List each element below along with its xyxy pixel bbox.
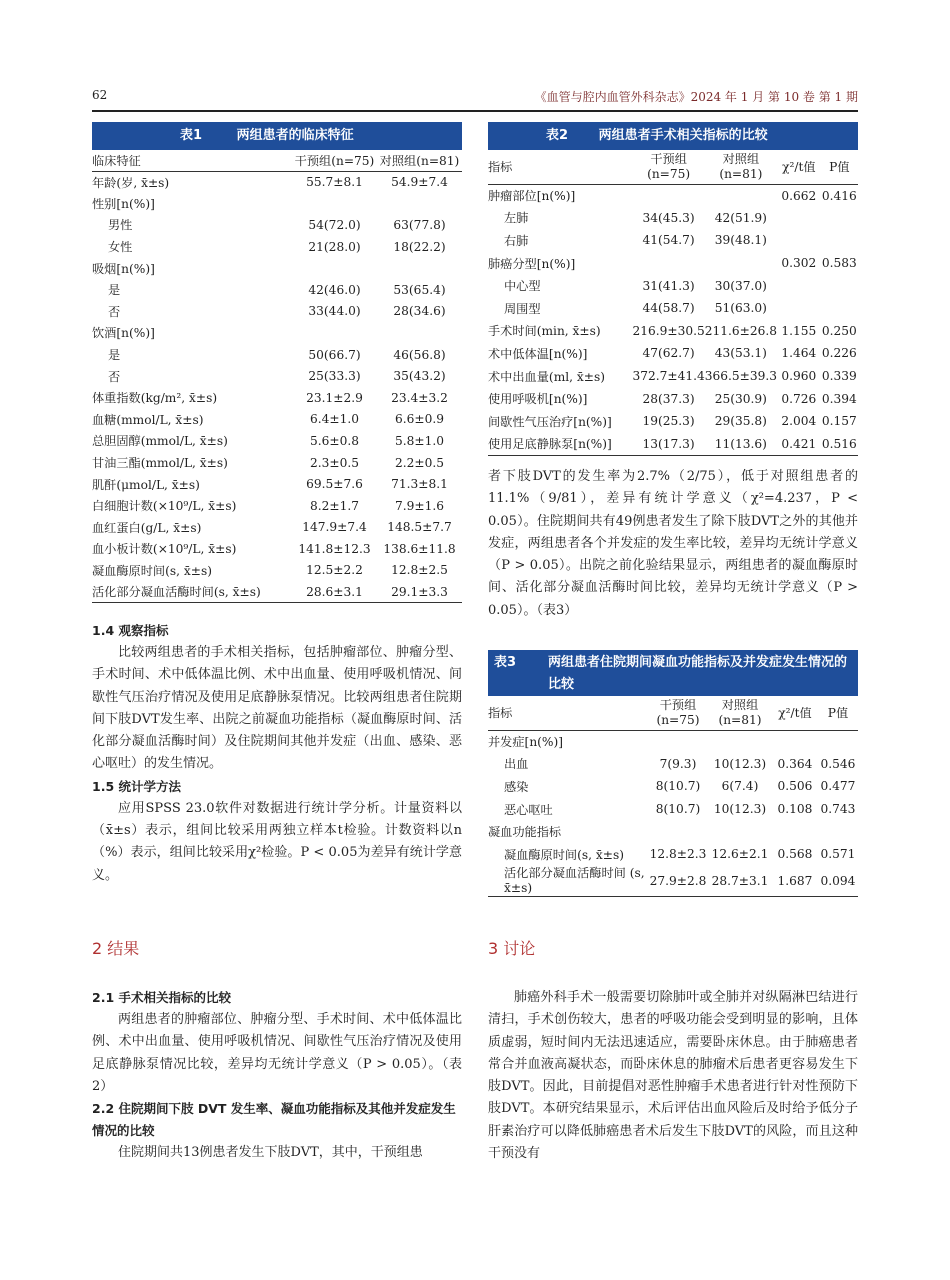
cell-value: [292, 257, 377, 279]
cell-value: 0.364: [777, 756, 813, 771]
cell-value: [708, 820, 772, 843]
cell-value: 5.8±1.0: [395, 433, 444, 448]
cell-value: 25(30.9): [714, 391, 767, 406]
section-2-2-body: [92, 1142, 462, 1164]
cell-value: [377, 322, 462, 344]
row-label: 凝血酶原时间(s, x̄±s): [504, 847, 624, 862]
table3-caption-title: 两组患者住院期间凝血功能指标及并发症发生情况的比较: [548, 655, 848, 692]
cell-value: 2.004: [781, 414, 817, 429]
table3-row: [488, 775, 858, 798]
cell-value: [777, 297, 821, 320]
row-label: 中心型: [504, 279, 541, 294]
table3-row: [488, 866, 858, 897]
table1-container: [92, 122, 462, 603]
table1-row: [92, 387, 462, 409]
cell-value: 44(58.7): [642, 301, 695, 316]
row-label: 饮酒[n(%)]: [92, 326, 155, 341]
table1-row: [92, 517, 462, 539]
row-label: 使用呼吸机[n(%)]: [488, 392, 588, 407]
row-label: 吸烟[n(%)]: [92, 261, 155, 276]
section-1-4-title: 1.4 观察指标: [92, 623, 169, 638]
cell-value: 6.6±0.9: [395, 412, 444, 427]
cell-value: 211.6±26.8: [704, 323, 777, 338]
row-label: 肺癌分型[n(%)]: [488, 256, 576, 271]
table1-row: [92, 430, 462, 452]
row-label: 使用足底静脉泵[n(%)]: [488, 437, 612, 452]
cell-value: [777, 207, 821, 230]
cell-value: 28.6±3.1: [306, 584, 363, 599]
cell-value: 41(54.7): [642, 233, 695, 248]
cell-value: 366.5±39.3: [704, 369, 777, 384]
cell-value: 0.477: [820, 779, 856, 794]
table1-row: [92, 193, 462, 215]
row-label: 体重指数(kg/m², x̄±s): [92, 391, 218, 406]
cell-value: 0.726: [781, 391, 817, 406]
cell-value: 10(12.3): [713, 756, 767, 771]
table1-row: [92, 495, 462, 517]
cell-value: 6(7.4): [721, 779, 759, 794]
table2-row: [488, 207, 858, 230]
table2-row: [488, 320, 858, 343]
table3-container: [488, 650, 858, 897]
table2-caption-no: 表2: [546, 128, 569, 143]
right-results-text: [488, 466, 858, 622]
table3-col-control: 对照组 (n=81): [718, 697, 762, 727]
cell-value: 13(17.3): [642, 436, 695, 451]
table3-row: [488, 730, 858, 753]
cell-value: 18(22.2): [393, 239, 446, 254]
section-2-2-title: 2.2 住院期间下肢 DVT 发生率、凝血功能指标及其他并发症发生情况的比较: [92, 1101, 456, 1139]
cell-value: 1.464: [781, 346, 817, 361]
table1-col-intervention: 干预组(n=75): [292, 150, 377, 171]
cell-value: 372.7±41.4: [632, 369, 705, 384]
row-label: 女性: [108, 240, 133, 255]
row-label: 是: [108, 348, 121, 363]
page-number: 62: [92, 88, 108, 102]
cell-value: 54(72.0): [308, 217, 361, 232]
cell-value: 42(51.9): [714, 210, 767, 225]
row-label: 血糖(mmol/L, x̄±s): [92, 412, 204, 427]
table3-col-indicator: 指标: [488, 706, 513, 721]
table1-row: [92, 560, 462, 582]
row-label: 年龄(岁, x̄±s): [92, 171, 292, 193]
table2-caption-title: 两组患者手术相关指标的比较: [598, 128, 768, 143]
cell-value: 7.9±1.6: [395, 498, 444, 513]
row-label: 出血: [504, 757, 529, 772]
section-3-title: 3 讨论: [488, 939, 536, 958]
table1-row: [92, 538, 462, 560]
table2: [488, 150, 858, 456]
section-1-4-paragraph: 比较两组患者的手术相关指标，包括肿瘤部位、肿瘤分型、手术时间、术中低体温比例、术中出血量、使用呼吸机情况、间歇性气压治疗情况及使用足底静脉泵情况。比较两组患者住院期间下肢DVT发生率、出院之前凝血功能指标（凝血酶原时间、活化部分凝血活酶时间）及住院期间其他并发症（出血、感染、恶心呕吐）的发生情况。: [92, 645, 462, 772]
table2-row: [488, 252, 858, 275]
cell-value: [772, 730, 818, 753]
row-label: 右肺: [504, 233, 529, 248]
cell-value: 1.155: [781, 323, 817, 338]
cell-value: 0.302: [781, 256, 817, 271]
table2-row: [488, 365, 858, 388]
table2-col-intervention: 干预组 (n=75): [647, 151, 691, 181]
cell-value: 63(77.8): [393, 217, 446, 232]
table2-col-p: P值: [829, 160, 850, 175]
cell-value: 25(33.3): [308, 369, 361, 384]
cell-value: 0.516: [821, 436, 857, 451]
cell-value: 0.662: [777, 184, 821, 207]
table1-row: [92, 365, 462, 387]
row-label: 否: [108, 304, 121, 319]
cell-value: 43(53.1): [714, 346, 767, 361]
cell-value: 0.960: [781, 369, 817, 384]
cell-value: 0.226: [821, 346, 857, 361]
cell-value: 216.9±30.5: [632, 323, 705, 338]
cell-value: 39(48.1): [714, 233, 767, 248]
cell-value: [292, 322, 377, 344]
table1-caption-no: 表1: [180, 128, 203, 143]
row-label: 总胆固醇(mmol/L, x̄±s): [92, 434, 228, 449]
cell-value: 53(65.4): [393, 282, 446, 297]
table1-row: [92, 322, 462, 344]
cell-value: 0.568: [777, 847, 813, 862]
table1-row: [92, 301, 462, 323]
cell-value: 23.1±2.9: [306, 390, 363, 405]
cell-value: 27.9±2.8: [649, 873, 707, 888]
cell-value: 12.8±2.5: [391, 563, 448, 578]
cell-value: 0.394: [821, 391, 857, 406]
table2-row: [488, 297, 858, 320]
row-label: 甘油三酯(mmol/L, x̄±s): [92, 456, 228, 471]
row-label: 凝血功能指标: [488, 825, 562, 840]
table1-row: [92, 581, 462, 603]
cell-value: 69.5±7.6: [306, 477, 363, 492]
table2-row: [488, 229, 858, 252]
cell-value: 50(66.7): [308, 347, 361, 362]
table3-row: [488, 820, 858, 843]
table2-col-indicator: 指标: [488, 160, 513, 175]
table3-caption: [488, 650, 858, 696]
row-label: 恶心呕吐: [504, 802, 553, 817]
cell-value: 11(13.6): [714, 436, 767, 451]
cell-value: 5.6±0.8: [310, 433, 359, 448]
cell-value: 0.546: [820, 756, 856, 771]
cell-value: [632, 184, 704, 207]
row-label: 血红蛋白(g/L, x̄±s): [92, 520, 202, 535]
row-label: 术中出血量(ml, x̄±s): [488, 369, 605, 384]
table1-header-row: [92, 150, 462, 171]
table2-col-stat: χ²/t值: [782, 160, 816, 175]
cell-value: 10(12.3): [713, 802, 767, 817]
cell-value: [632, 252, 704, 275]
cell-value: [705, 184, 777, 207]
table2-row: [488, 184, 858, 207]
section-2-1-paragraph: 两组患者的肿瘤部位、肿瘤分型、手术时间、术中低体温比例、术中出血量、使用呼吸机情况、间歇性气压治疗情况及使用足底静脉泵情况比较，差异均无统计学意义（P > 0.05）。（表2）: [92, 1012, 462, 1094]
cell-value: 28(34.6): [393, 304, 446, 319]
table1-row: [92, 279, 462, 301]
table1-col-control: 对照组(n=81): [377, 150, 462, 171]
cell-value: 2.3±0.5: [310, 455, 359, 470]
cell-value: 12.5±2.2: [306, 563, 363, 578]
cell-value: 0.416: [821, 184, 858, 207]
table1-col-feature: 临床特征: [92, 150, 292, 171]
row-label: 凝血酶原时间(s, x̄±s): [92, 563, 212, 578]
cell-value: 46(56.8): [393, 347, 446, 362]
results-continued-paragraph: 者下肢DVT的发生率为2.7%（2/75），低于对照组患者的11.1%（9/81），差异有统计学意义（χ²=4.237，P < 0.05）。住院期间共有49例患者发生了除下肢DVT之外的其他并发症，两组患者各个并发症的发生率比较，差异均无统计学意义（P > 0.05）。出院之前化验结果显示，两组患者的凝血酶原时间、活化部分凝血活酶时间比较，差异均无统计学意义（P > 0.05）。（表3）: [488, 469, 858, 618]
cell-value: 138.6±11.8: [383, 541, 456, 556]
left-column-text: [92, 620, 462, 887]
cell-value: 12.6±2.1: [711, 847, 769, 862]
row-label: 白细胞计数(×10⁹/L, x̄±s): [92, 499, 237, 514]
cell-value: [821, 229, 858, 252]
row-label: 间歇性气压治疗[n(%)]: [488, 414, 612, 429]
row-label: 左肺: [504, 211, 529, 226]
cell-value: 0.743: [820, 802, 856, 817]
journal-header: 《血管与腔内血管外科杂志》2024 年 1 月 第 10 卷 第 1 期: [534, 90, 858, 104]
cell-value: 0.108: [777, 802, 813, 817]
table2-col-control: 对照组 (n=81): [719, 151, 763, 181]
cell-value: 0.506: [777, 779, 813, 794]
section-1-5-paragraph: 应用SPSS 23.0软件对数据进行统计学分析。计量资料以（x̄±s）表示，组间比较采用两独立样本t检验。计数资料以n（%）表示，组间比较采用χ²检验。P < 0.05为差异有统计学意义。: [92, 800, 462, 883]
cell-value: [821, 274, 858, 297]
table2-row: [488, 387, 858, 410]
cell-value: 12.8±2.3: [649, 847, 707, 862]
table1: [92, 150, 462, 603]
cell-value: 28(37.3): [642, 391, 695, 406]
cell-value: [377, 193, 462, 215]
cell-value: 23.4±3.2: [391, 390, 448, 405]
cell-value: 8(10.7): [655, 802, 701, 817]
table2-row: [488, 410, 858, 433]
cell-value: [292, 193, 377, 215]
table2-header-row: [488, 150, 858, 184]
cell-value: 2.2±0.5: [395, 455, 444, 470]
cell-value: 30(37.0): [714, 278, 767, 293]
cell-value: 7(9.3): [659, 756, 697, 771]
table3-caption-no: 表3: [494, 655, 517, 670]
section-1-5-body: [92, 798, 462, 887]
cell-value: [772, 820, 818, 843]
cell-value: [818, 730, 858, 753]
cell-value: 55.7±8.1: [292, 171, 377, 193]
cell-value: 0.571: [820, 847, 856, 862]
table1-row: [92, 409, 462, 431]
row-label: 活化部分凝血活酶时间 (s, x̄±s): [504, 865, 645, 895]
row-label: 感染: [504, 779, 529, 794]
section-1-5-title: 1.5 统计学方法: [92, 778, 181, 794]
cell-value: 71.3±8.1: [391, 477, 448, 492]
cell-value: [648, 730, 708, 753]
table3-header-row: [488, 696, 858, 730]
table3-col-stat: χ²/t值: [778, 706, 812, 721]
cell-value: 51(63.0): [714, 301, 767, 316]
cell-value: [777, 274, 821, 297]
section-2-1-body: [92, 1009, 462, 1098]
cell-value: [648, 820, 708, 843]
cell-value: 6.4±1.0: [310, 412, 359, 427]
cell-value: 141.8±12.3: [298, 541, 371, 556]
cell-value: 31(41.3): [642, 278, 695, 293]
row-label: 男性: [108, 218, 133, 233]
row-label: 并发症[n(%)]: [488, 730, 648, 753]
cell-value: 0.250: [821, 323, 857, 338]
row-label: 术中低体温[n(%)]: [488, 346, 588, 361]
table1-row: [92, 473, 462, 495]
table2-row: [488, 433, 858, 456]
row-label: 活化部分凝血活酶时间(s, x̄±s): [92, 585, 261, 600]
table3-row: [488, 798, 858, 821]
row-label: 血小板计数(×10⁹/L, x̄±s): [92, 542, 237, 557]
cell-value: 147.9±7.4: [302, 520, 367, 535]
cell-value: 28.7±3.1: [711, 873, 769, 888]
cell-value: 29(35.8): [714, 414, 767, 429]
section-1-4-body: [92, 642, 462, 776]
row-label: 肌酐(μmol/L, x̄±s): [92, 477, 200, 492]
table1-row: [92, 236, 462, 258]
row-label: 否: [108, 369, 121, 384]
cell-value: [818, 820, 858, 843]
table1-row: [92, 214, 462, 236]
table2-row: [488, 274, 858, 297]
table1-row: [92, 171, 462, 193]
table1-caption-title: 两组患者的临床特征: [236, 128, 354, 143]
cell-value: 0.339: [821, 369, 857, 384]
table1-row: [92, 452, 462, 474]
cell-value: 0.157: [821, 414, 857, 429]
cell-value: 148.5±7.7: [387, 520, 452, 535]
cell-value: 21(28.0): [308, 239, 361, 254]
cell-value: [705, 252, 777, 275]
table1-row: [92, 344, 462, 366]
row-label: 手术时间(min, x̄±s): [488, 324, 601, 339]
cell-value: 0.583: [821, 256, 857, 271]
cell-value: 8(10.7): [655, 779, 701, 794]
cell-value: [708, 730, 772, 753]
table3-col-intervention: 干预组 (n=75): [656, 697, 700, 727]
left-results-text: [92, 987, 462, 1164]
cell-value: 0.094: [820, 873, 856, 888]
table1-caption: [92, 122, 462, 150]
table2-caption: [488, 122, 858, 150]
table3-row: [488, 843, 858, 866]
cell-value: 29.1±3.3: [391, 584, 448, 599]
cell-value: 19(25.3): [642, 414, 695, 429]
cell-value: 35(43.2): [393, 369, 446, 384]
table2-container: [488, 122, 858, 456]
header-rule: [92, 110, 858, 112]
section-2-title: 2 结果: [92, 939, 140, 958]
cell-value: 33(44.0): [308, 304, 361, 319]
section-2-1-title: 2.1 手术相关指标的比较: [92, 990, 231, 1005]
discussion-paragraph: 肺癌外科手术一般需要切除肺叶或全肺并对纵隔淋巴结进行清扫，手术创伤较大，患者的呼吸功能会受到明显的影响，且体质虚弱，短时间内无法迅速适应，需要卧床休息。由于肺癌患者常合并血液高凝状态，而卧床休息的肺瘤术后患者更容易发生下肢DVT。因此，目前提倡对恶性肿瘤手术患者进行针对性预防下肢DVT。本研究结果显示，术后评估出血风险后及时给予低分子肝素治疗可以降低肺癌患者术后发生下肢DVT的风险，而且这种干预没有: [488, 990, 858, 1162]
table3-row: [488, 753, 858, 776]
cell-value: [821, 297, 858, 320]
table3-col-p: P值: [827, 706, 849, 721]
row-label: 性别[n(%)]: [92, 196, 155, 211]
row-label: 周围型: [504, 301, 541, 316]
discussion-text: [488, 987, 858, 1165]
cell-value: 1.687: [777, 873, 813, 888]
cell-value: 0.421: [781, 436, 817, 451]
section-2-2-paragraph: 住院期间共13例患者发生下肢DVT，其中，干预组患: [118, 1145, 423, 1161]
table2-row: [488, 342, 858, 365]
cell-value: [821, 207, 858, 230]
cell-value: [777, 229, 821, 252]
cell-value: [377, 257, 462, 279]
cell-value: 8.2±1.7: [310, 498, 359, 513]
table1-row: [92, 257, 462, 279]
row-label: 是: [108, 283, 121, 298]
cell-value: 47(62.7): [642, 346, 695, 361]
row-label: 肿瘤部位[n(%)]: [488, 184, 632, 207]
table3: [488, 696, 858, 897]
cell-value: 54.9±7.4: [377, 171, 462, 193]
cell-value: 42(46.0): [308, 282, 361, 297]
cell-value: 34(45.3): [642, 210, 695, 225]
